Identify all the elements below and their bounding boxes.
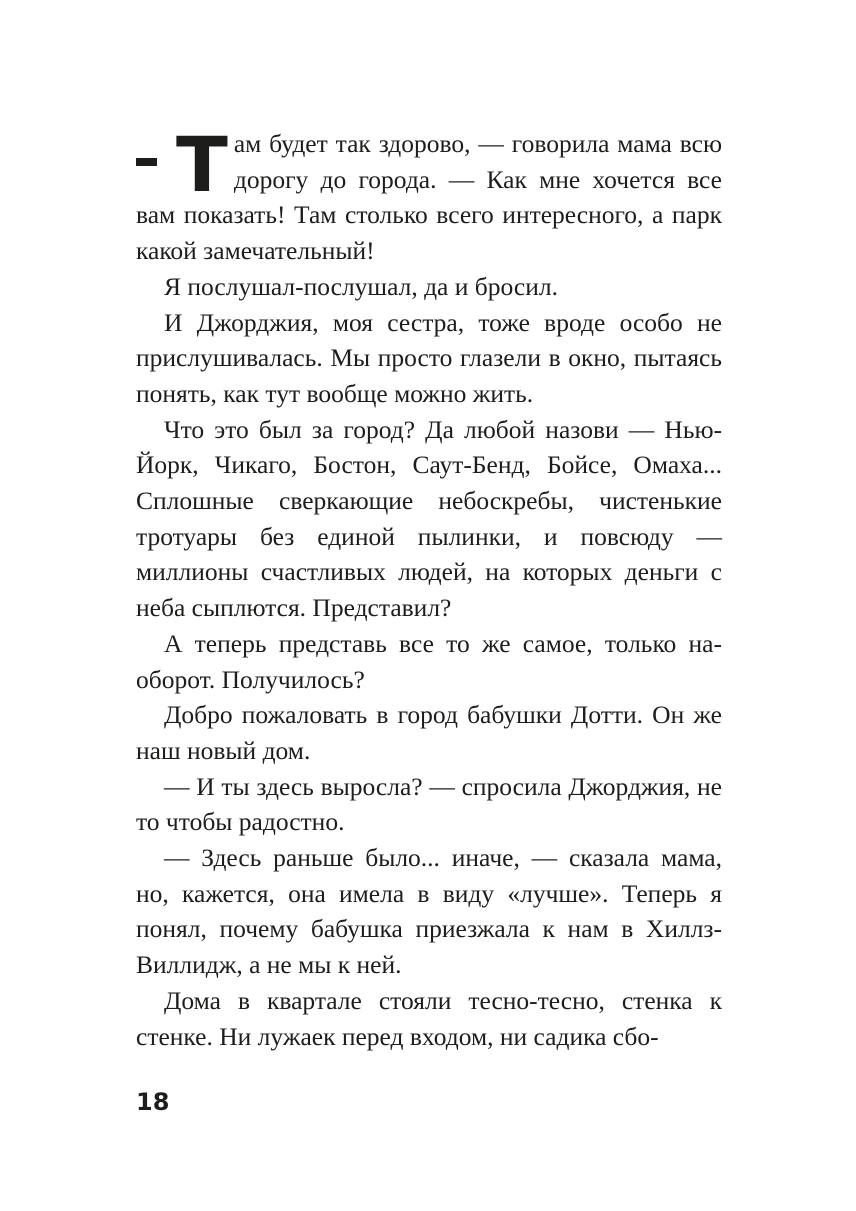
paragraph-9: Дома в квартале стояли тесно-тесно, стенка к стенке. Ни лужаек перед входом, ни садика сбо- — [136, 985, 722, 1051]
paragraph-4: Что это был за город? Да любой назови — Нью-Йорк, Чикаго, Бостон, Саут-Бенд, Бойсе, Омаха... Сплошные сверкающие небоскребы, чистенькие тротуары без единой пылинки, и повсюду — миллионы счастливых людей, на которых деньги с неба сыплются. Представил? — [136, 414, 722, 623]
paragraph-2: Я послушал-послушал, да и бросил. — [164, 271, 558, 301]
paragraph-6: Добро пожаловать в город бабушки Дотти. Он же наш новый дом. — [136, 700, 722, 765]
paragraph-7: — И ты здесь выросла? — спросила Джорджия, не то чтобы радостно. — [136, 771, 722, 837]
body-text — [136, 120, 722, 1054]
drop-cap: Т — [176, 120, 228, 209]
paragraph-1 — [136, 120, 722, 269]
paragraph-8: — Здесь раньше было... иначе, — сказала мама, но, кажется, она имела в виду «лучше». Теперь я понял, почему бабушка приезжала к нам в Хиллз-Виллидж, а не мы к ней. — [136, 843, 722, 980]
page-number: 18 — [136, 1088, 170, 1116]
paragraph-3: И Джорджия, моя сестра, тоже вроде особо не прислушивалась. Мы просто глазели в окно, пытаясь понять, как тут вообще можно жить. — [136, 307, 722, 408]
paragraph-1-text: ам будет так здорово, — говорила мама всю дорогу до города. — Как мне хочется все вам показать! Там столько всего интересного, а парк какой замечательный! — [136, 129, 722, 266]
paragraph-5: А теперь представь все то же самое, только наоборот. Получилось? — [136, 628, 722, 694]
